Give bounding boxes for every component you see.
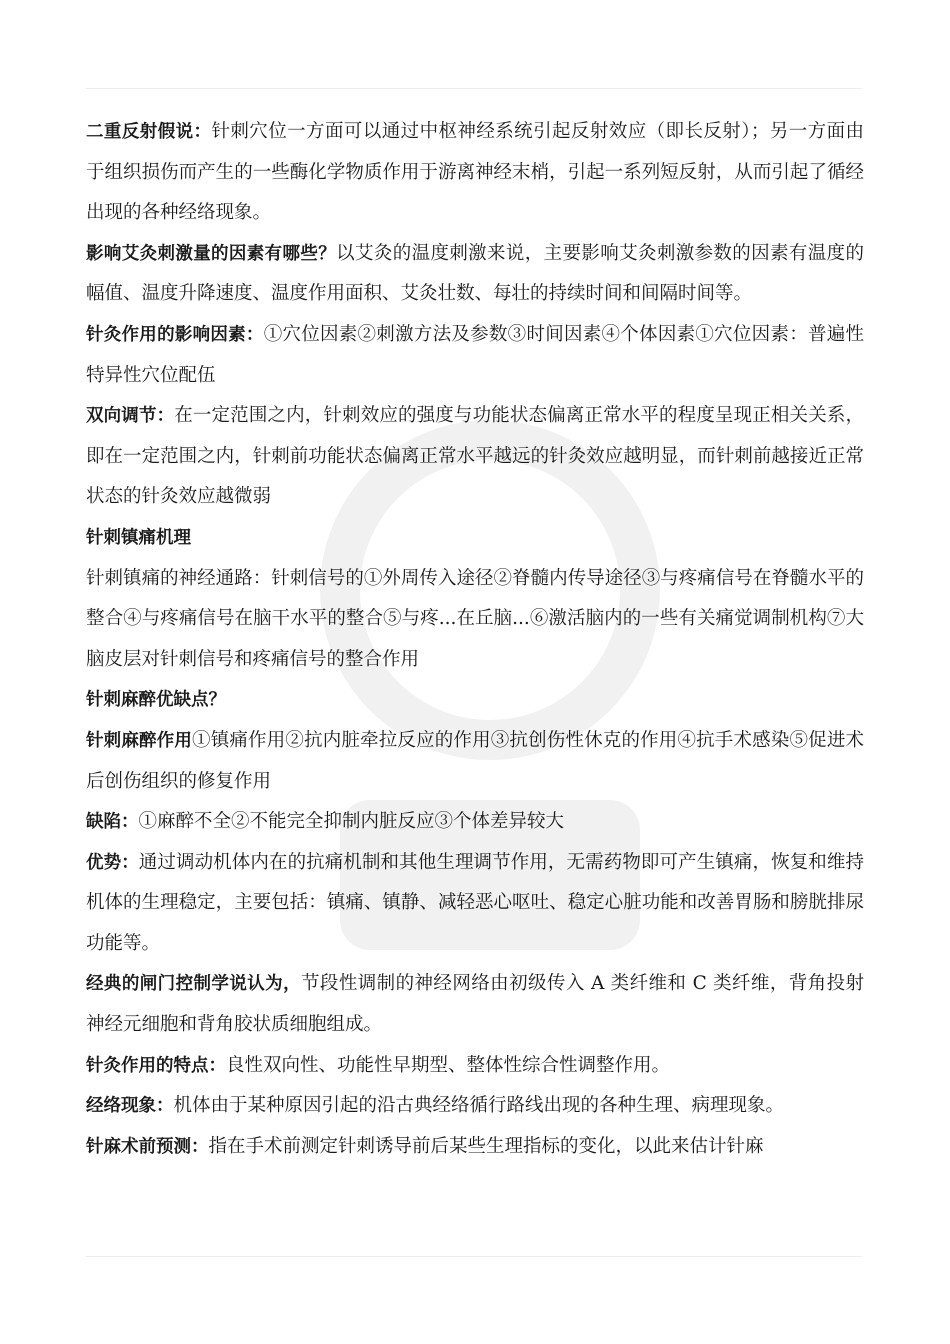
term-label: 经典的闸门控制学说认为， — [86, 974, 301, 995]
para-advantages — [86, 843, 864, 965]
term-text: ①穴位因素②刺激方法及参数③时间因素④个体因素①穴位因素：普遍性特异性穴位配伍 — [86, 323, 864, 386]
term-label: 针灸作用的影响因素： — [86, 324, 264, 345]
term-label: 针刺麻醉作用 — [86, 730, 193, 751]
term-label: 针灸作用的特点： — [86, 1055, 226, 1076]
para-gate-control — [86, 964, 864, 1045]
term-text: ①镇痛作用②抗内脏牵拉反应的作用③抗创伤性休克的作用④抗手术感染⑤促进术后创伤组织的修复作用 — [86, 729, 864, 792]
term-text: 针刺穴位一方面可以通过中枢神经系统引起反射效应（即长反射）；另一方面由于组织损伤而产生的一些酶化学物质作用于游离神经末梢，引起一系列短反射，从而引起了循经出现的各种经络现象。 — [86, 121, 864, 224]
header-rule — [86, 88, 862, 89]
footer-rule — [86, 1256, 862, 1257]
para-acu-features — [86, 1046, 864, 1087]
term-label: 影响艾灸刺激量的因素有哪些？ — [86, 243, 337, 264]
term-text: 指在手术前测定针刺诱导前后某些生理指标的变化，以此来估计针麻 — [208, 1135, 764, 1157]
para-bidirectional — [86, 396, 864, 518]
term-text: ①麻醉不全②不能完全抑制内脏反应③个体差异较大 — [138, 811, 565, 833]
term-label: 优势： — [86, 852, 139, 873]
section-heading-analgesia: 针刺镇痛机理 — [86, 527, 191, 548]
term-text: 节段性调制的神经网络由初级传入 A 类纤维和 C 类纤维，背角投射神经元细胞和背角胶状质细胞组成。 — [86, 973, 865, 1036]
para-defects — [86, 802, 864, 843]
para-acu-factors — [86, 315, 864, 396]
para-meridian — [86, 1086, 864, 1127]
term-text: 在一定范围之内，针刺效应的强度与功能状态偏离正常水平的程度呈现正相关关系，即在一定范围之内，针刺前功能状态偏离正常水平越远的针灸效应越明显，而针刺前越接近正常状态的针灸效应越微弱 — [86, 405, 864, 508]
document-body — [86, 112, 864, 1167]
term-text: 以艾灸的温度刺激来说，主要影响艾灸刺激参数的因素有温度的幅值、温度升降速度、温度作用面积、艾灸壮数、每壮的持续时间和间隔时间等。 — [86, 242, 864, 305]
term-text: 机体由于某种原因引起的沿古典经络循行路线出现的各种生理、病理现象。 — [173, 1095, 785, 1117]
para-preop — [86, 1127, 864, 1168]
para-analgesia-pathway: 针刺镇痛的神经通路：针刺信号的①外周传入途径②脊髓内传导途径③与疼痛信号在脊髓水平的整合④与疼痛信号在脑干水平的整合⑤与疼...在丘脑...⑥激活脑内的一些有关痛觉调制机构⑦大脑皮层对针刺信号和疼痛信号的整合作用 — [86, 567, 864, 670]
para-anesthesia-effects — [86, 721, 864, 802]
term-label: 针麻术前预测： — [86, 1136, 209, 1157]
term-label: 经络现象： — [86, 1096, 174, 1117]
section-heading-anesthesia: 针刺麻醉优缺点？ — [86, 690, 226, 711]
term-text: 通过调动机体内在的抗痛机制和其他生理调节作用，无需药物即可产生镇痛，恢复和维持机体的生理稳定，主要包括：镇痛、镇静、减轻恶心呕吐、稳定心脏功能和改善胃肠和膀胱排尿功能等。 — [86, 851, 864, 954]
term-label: 双向调节： — [86, 406, 175, 427]
para-moxa-factors — [86, 234, 864, 315]
term-label: 缺陷： — [86, 812, 139, 833]
term-label: 二重反射假说： — [86, 122, 212, 142]
term-text: 良性双向性、功能性早期型、整体性综合性调整作用。 — [226, 1054, 671, 1076]
para-dual-reflex — [86, 112, 864, 234]
